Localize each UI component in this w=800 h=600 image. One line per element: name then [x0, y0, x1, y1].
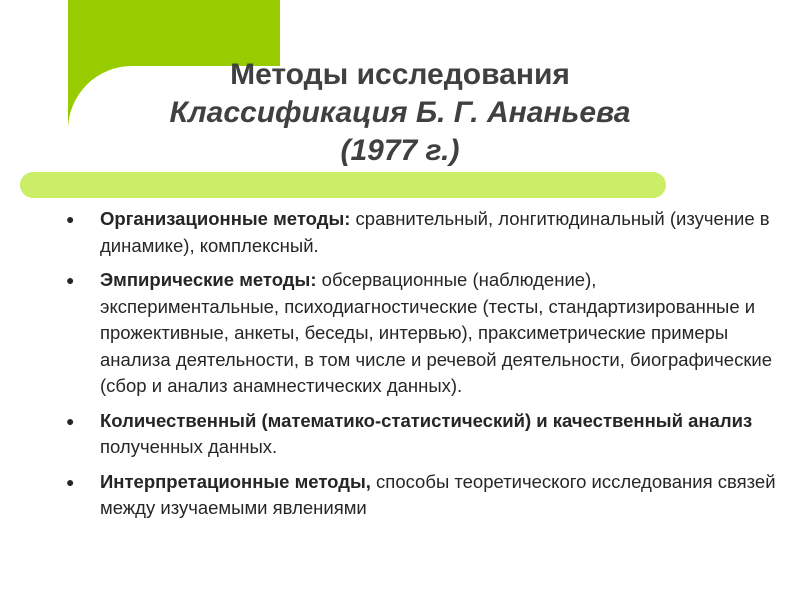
bullet-term: Организационные методы:: [100, 208, 351, 229]
bullet-text: сравнительный, лонгитюдинальный (изучение в динамике), комплексный.: [100, 208, 770, 256]
bullet-icon: ●: [66, 211, 75, 227]
bullet-term: Эмпирические методы:: [100, 269, 317, 290]
bullet-icon: ●: [66, 412, 75, 429]
list-item: [60, 267, 780, 400]
list-item: [60, 469, 780, 522]
list-item: [60, 206, 780, 259]
bullet-text: обсервационные (наблюдение), экспериментальные, психодиагностические (тесты, стандартизированные и прожективные, анкеты, беседы, интервью), праксиметрические примеры анализа деятельности, в том числе и речевой деятельности, биографические (сбор и анализ анамнестических данных).: [100, 269, 773, 396]
bullet-text: способы теоретического исследования связей между изучаемыми явлениями: [100, 470, 776, 518]
bullet-term: Количественный (математико-статистический) и качественный анализ: [100, 409, 753, 431]
bullet-text: полученных данных.: [100, 436, 278, 457]
title-underline-bar: [20, 172, 666, 198]
title-line-3: (1977 г.): [340, 134, 460, 167]
background-left-band: [0, 0, 68, 600]
bullet-term: Интерпретационные методы,: [100, 470, 371, 492]
title-line-1: Методы исследования: [230, 58, 570, 91]
title-line-2: Классификация Б. Г. Ананьева: [169, 96, 631, 129]
bullet-icon: ●: [66, 473, 75, 490]
bullet-icon: ●: [66, 272, 75, 288]
slide-title: [100, 56, 700, 170]
bullet-list: [60, 206, 780, 530]
list-item: [60, 408, 780, 461]
